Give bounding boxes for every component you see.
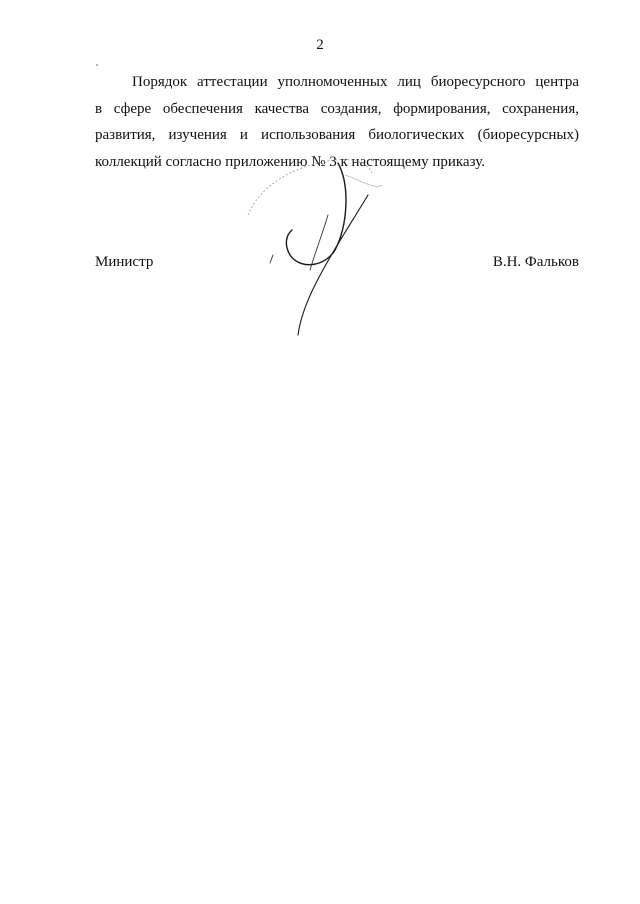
signature-stroke	[345, 175, 382, 186]
signer-title: Министр	[95, 254, 154, 270]
signer-name: В.Н. Фальков	[492, 254, 579, 270]
paragraph-line: Порядок аттестации уполномоченных лиц биоресурсного центра	[132, 74, 579, 90]
signature-stroke	[270, 255, 273, 263]
paragraph-line: развития, изучения и использования биологических (биоресурсных)	[95, 127, 579, 143]
paragraph-line: в сфере обеспечения качества создания, формирования, сохранения,	[95, 100, 579, 117]
signature-stroke	[248, 160, 372, 215]
handwritten-signature	[240, 155, 390, 345]
signature-stroke	[310, 215, 328, 270]
scan-speck	[96, 64, 98, 66]
paragraph-line: коллекций согласно приложению № 3 к настоящему приказу.	[95, 153, 485, 170]
page-number: 2	[316, 37, 324, 53]
